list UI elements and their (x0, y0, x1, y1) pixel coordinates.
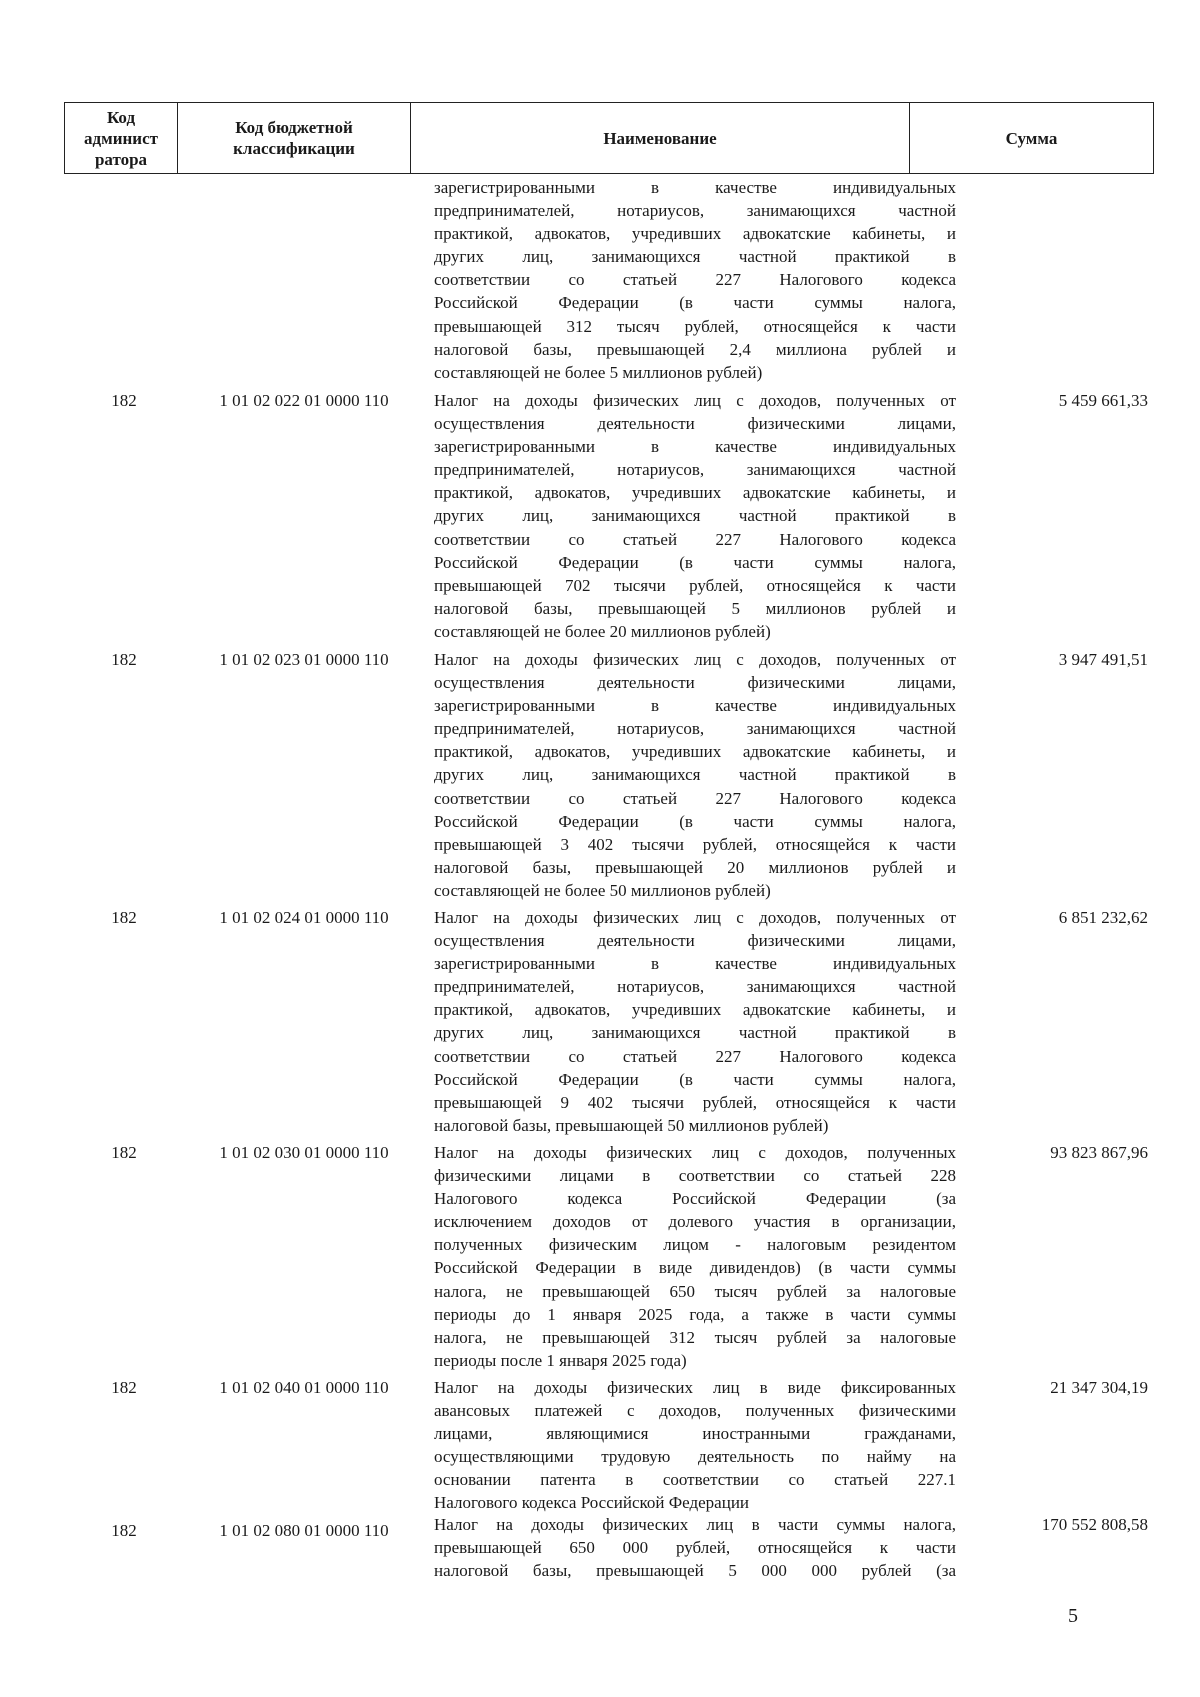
row-budget-code: 1 01 02 080 01 0000 110 (219, 1521, 389, 1540)
row-budget-code: 1 01 02 023 01 0000 110 (219, 650, 389, 669)
row-sum: 93 823 867,96 (1050, 1143, 1148, 1162)
header-sum: Сумма (1005, 128, 1058, 148)
row-name: Налог на доходы физических лиц в виде фиксированных авансовых платежей с доходов, полученных физическими лицами, являющимися иностранными гражданами, осуществляющими трудовую деятельность по найму на основании патента в соответствии со статьей 227.1 Налогового кодекса Российской Федерации (434, 1378, 956, 1513)
row-sum: 5 459 661,33 (1058, 391, 1148, 410)
row-admin-code: 182 (111, 1143, 137, 1162)
row-budget-code: 1 01 02 040 01 0000 110 (219, 1378, 389, 1397)
row-admin-code: 182 (111, 650, 137, 669)
row-admin-code: 182 (111, 1378, 137, 1397)
row-name: Налог на доходы физических лиц с доходов, полученных физическими лицами в соответствии со статьей 228 Налогового кодекса Российской Федерации (за исключением доходов от долевого участия в организации, полученных физическим лицом - налоговым резидентом Российской Федерации в виде дивидендов) (в части суммы налога, не превышающей 650 тысяч рублей за налоговые периоды до 1 января 2025 года, а также в части суммы налога, не превышающей 312 тысяч рублей за налоговые периоды после 1 января 2025 года) (434, 1143, 956, 1370)
page-number: 5 (1068, 1605, 1078, 1627)
header-code-line-2: классификации (233, 139, 355, 158)
header-admin-code (65, 103, 177, 173)
header-budget-code (178, 103, 410, 173)
row-sum: 170 552 808,58 (1041, 1515, 1148, 1534)
row-name: зарегистрированными в качестве индивидуальных предпринимателей, нотариусов, занимающихся частной практикой, адвокатов, учредивших адвокатские кабинеты, и других лиц, занимающихся частной практикой в соответствии со статьей 227 Налогового кодекса Российской Федерации (в части суммы налога, превышающей 312 тысяч рублей, относящейся к части налоговой базы, превышающей 2,4 миллиона рублей и составляющей не более 5 миллионов рублей) (434, 178, 956, 382)
header-admin-line-3: ратора (94, 149, 148, 169)
row-sum: 21 347 304,19 (1050, 1378, 1148, 1397)
row-sum: 6 851 232,62 (1058, 908, 1148, 927)
row-admin-code: 182 (111, 391, 137, 410)
header-name: Наименование (603, 128, 717, 148)
row-name: Налог на доходы физических лиц с доходов, полученных от осуществления деятельности физическими лицами, зарегистрированными в качестве индивидуальных предпринимателей, нотариусов, занимающихся частной практикой, адвокатов, учредивших адвокатские кабинеты, и других лиц, занимающихся частной практикой в соответствии со статьей 227 Налогового кодекса Российской Федерации (в части суммы налога, превышающей 702 тысячи рублей, относящейся к части налоговой базы, превышающей 5 миллионов рублей и составляющей не более 20 миллионов рублей) (434, 391, 956, 641)
row-admin-code: 182 (111, 908, 137, 927)
row-admin-code: 182 (111, 1521, 137, 1540)
header-admin-line-1: Код (106, 107, 136, 127)
header-admin-line-2: админист (84, 128, 158, 148)
row-budget-code: 1 01 02 030 01 0000 110 (219, 1143, 389, 1162)
row-budget-code: 1 01 02 022 01 0000 110 (219, 391, 389, 410)
row-name: Налог на доходы физических лиц в части суммы налога, превышающей 650 000 рублей, относящейся к части налоговой базы, превышающей 5 000 000 рублей (за (434, 1515, 956, 1581)
header-code-line-1: Код бюджетной (235, 118, 353, 137)
row-budget-code: 1 01 02 024 01 0000 110 (219, 908, 389, 927)
row-name: Налог на доходы физических лиц с доходов, полученных от осуществления деятельности физическими лицами, зарегистрированными в качестве индивидуальных предпринимателей, нотариусов, занимающихся частной практикой, адвокатов, учредивших адвокатские кабинеты, и других лиц, занимающихся частной практикой в соответствии со статьей 227 Налогового кодекса Российской Федерации (в части суммы налога, превышающей 9 402 тысячи рублей, относящейся к части налоговой базы, превышающей 50 миллионов рублей) (434, 908, 956, 1135)
table-header (64, 102, 1154, 174)
row-name: Налог на доходы физических лиц с доходов, полученных от осуществления деятельности физическими лицами, зарегистрированными в качестве индивидуальных предпринимателей, нотариусов, занимающихся частной практикой, адвокатов, учредивших адвокатские кабинеты, и других лиц, занимающихся частной практикой в соответствии со статьей 227 Налогового кодекса Российской Федерации (в части суммы налога, превышающей 3 402 тысячи рублей, относящейся к части налоговой базы, превышающей 20 миллионов рублей и составляющей не более 50 миллионов рублей) (434, 650, 956, 900)
row-sum: 3 947 491,51 (1058, 650, 1148, 669)
